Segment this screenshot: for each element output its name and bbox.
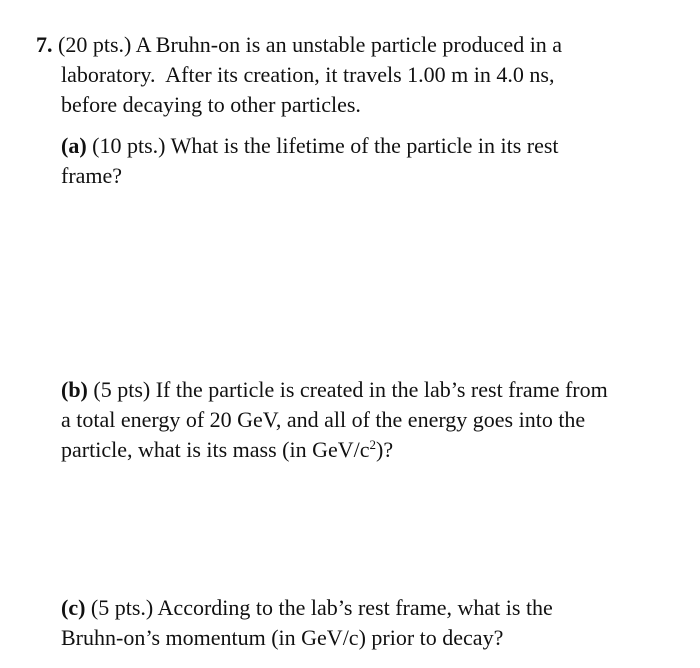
part-a-points: (10 pts.) — [92, 133, 166, 158]
part-a-text-line-1: What is the lifetime of the particle in its rest — [170, 133, 559, 158]
problem-text-line-1: A Bruhn-on is an unstable particle produced in a — [135, 32, 563, 57]
part-b-text-line-3: particle, what is its mass (in GeV/c — [61, 437, 370, 462]
part-b-text-line-1: If the particle is created in the lab’s rest frame from — [155, 377, 608, 402]
problem-text-line-2: laboratory. After its creation, it travels 1.00 m in 4.0 ns, — [61, 62, 555, 87]
part-b — [61, 375, 691, 465]
part-c-label: (c) — [61, 595, 86, 620]
part-b-text-line-3-end: )? — [376, 437, 394, 462]
part-a-label: (a) — [61, 133, 87, 158]
part-c-text-line-1: According to the lab’s rest frame, what is the — [157, 595, 553, 620]
problem-stem — [36, 30, 686, 120]
part-b-label: (b) — [61, 377, 88, 402]
part-c — [61, 593, 691, 653]
problem-number: 7. — [36, 32, 53, 57]
part-b-superscript: 2 — [369, 437, 377, 452]
part-a-text-line-2: frame? — [61, 163, 123, 188]
part-b-text-line-2: a total energy of 20 GeV, and all of the energy goes into the — [61, 407, 586, 432]
problem-text-line-3: before decaying to other particles. — [61, 92, 361, 117]
part-c-text-line-2: Bruhn-on’s momentum (in GeV/c) prior to decay? — [61, 625, 504, 650]
part-a — [61, 131, 691, 191]
problem-7 — [36, 30, 686, 120]
problem-points: (20 pts.) — [58, 32, 132, 57]
part-c-points: (5 pts.) — [90, 595, 154, 620]
part-b-points: (5 pts) — [93, 377, 151, 402]
